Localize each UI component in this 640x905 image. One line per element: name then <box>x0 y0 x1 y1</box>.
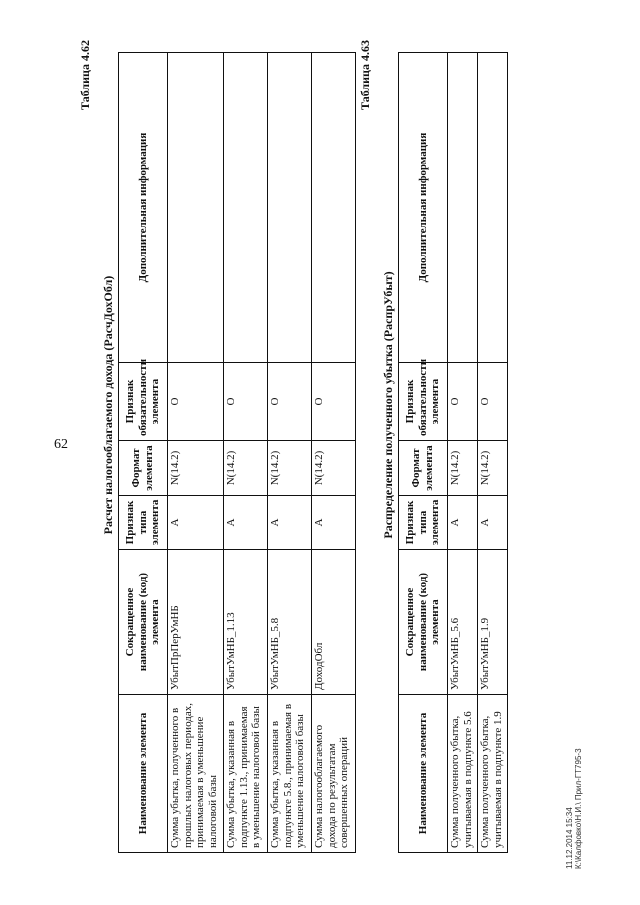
cell-type: А <box>312 496 356 550</box>
table-calc-taxable-income <box>118 52 356 853</box>
cell-required: О <box>448 363 478 441</box>
table-row <box>448 53 478 853</box>
page-number: 62 <box>54 437 68 452</box>
cell-format: N(14.2) <box>168 441 224 496</box>
table-title: Расчет налогооблагаемого дохода (РасчДохОбл) <box>101 275 115 535</box>
cell-format: N(14.2) <box>448 441 478 496</box>
column-header: Наименование элемента <box>399 695 448 853</box>
table-row <box>224 53 268 853</box>
cell-type: А <box>448 496 478 550</box>
table-row <box>312 53 356 853</box>
cell-format: N(14.2) <box>478 441 508 496</box>
cell-type: А <box>268 496 312 550</box>
cell-additional-info <box>224 53 268 363</box>
cell-element-code: УбытУмНБ_1.13 <box>224 550 268 695</box>
column-header: Дополнительная информация <box>119 53 168 363</box>
cell-element-code: УбытУмНБ_5.6 <box>448 550 478 695</box>
cell-type: А <box>168 496 224 550</box>
table-label: Таблица 4.63 <box>358 40 372 110</box>
cell-required: О <box>312 363 356 441</box>
column-header: Признак обязательности элемента <box>119 363 168 441</box>
cell-additional-info <box>448 53 478 363</box>
cell-required: О <box>268 363 312 441</box>
column-header: Признак обязательности элемента <box>399 363 448 441</box>
column-header: Наименование элемента <box>119 695 168 853</box>
cell-element-name: Сумма полученного убытка, учитываемая в подпункте 1.9 <box>478 695 508 853</box>
column-header: Сокращенное наименование (код) элемента <box>119 550 168 695</box>
column-header: Сокращенное наименование (код) элемента <box>399 550 448 695</box>
cell-required: О <box>224 363 268 441</box>
cell-element-code: ДоходОбл <box>312 550 356 695</box>
table-loss-distribution <box>398 52 508 853</box>
cell-required: О <box>478 363 508 441</box>
cell-type: А <box>478 496 508 550</box>
table-label: Таблица 4.62 <box>78 40 92 110</box>
column-header: Дополнительная информация <box>399 53 448 363</box>
table-row <box>168 53 224 853</box>
cell-format: N(14.2) <box>312 441 356 496</box>
cell-additional-info <box>168 53 224 363</box>
column-header: Признак типа элемента <box>399 496 448 550</box>
cell-element-name: Сумма налогооблагаемого дохода по результатам совершенных операций <box>312 695 356 853</box>
cell-element-name: Сумма убытка, полученного в прошлых налоговых периодах, принимаемая в уменьшение налоговой базы <box>168 695 224 853</box>
table-header-row <box>399 53 448 853</box>
cell-type: А <box>224 496 268 550</box>
cell-format: N(14.2) <box>268 441 312 496</box>
cell-additional-info <box>268 53 312 363</box>
column-header: Признак типа элемента <box>119 496 168 550</box>
cell-required: О <box>168 363 224 441</box>
footer-timestamp: 11.12.2014 15:34 <box>565 807 574 869</box>
cell-element-code: УбытУмНБ_5.8 <box>268 550 312 695</box>
cell-additional-info <box>478 53 508 363</box>
cell-element-name: Сумма полученного убытка, учитываемая в подпункте 5.6 <box>448 695 478 853</box>
table-title: Распределение полученного убытка (РаспрУбыт) <box>381 271 395 539</box>
column-header: Формат элемента <box>119 441 168 496</box>
table-header-row <box>119 53 168 853</box>
file-footer <box>565 748 583 869</box>
column-header: Формат элемента <box>399 441 448 496</box>
cell-element-name: Сумма убытка, указанная в подпункте 5.8., принимаемая в уменьшение налоговой базы <box>268 695 312 853</box>
cell-element-name: Сумма убытка, указанная в подпункте 1.13., принимаемая в уменьшение налоговой базы <box>224 695 268 853</box>
cell-format: N(14.2) <box>224 441 268 496</box>
cell-element-code: УбытПрПерУмНБ <box>168 550 224 695</box>
cell-additional-info <box>312 53 356 363</box>
footer-file-path: К:\Калфовко\Н.И.\ Прил-ГТ795-3 <box>574 748 584 869</box>
cell-element-code: УбытУмНБ_1.9 <box>478 550 508 695</box>
table-row <box>478 53 508 853</box>
table-row <box>268 53 312 853</box>
